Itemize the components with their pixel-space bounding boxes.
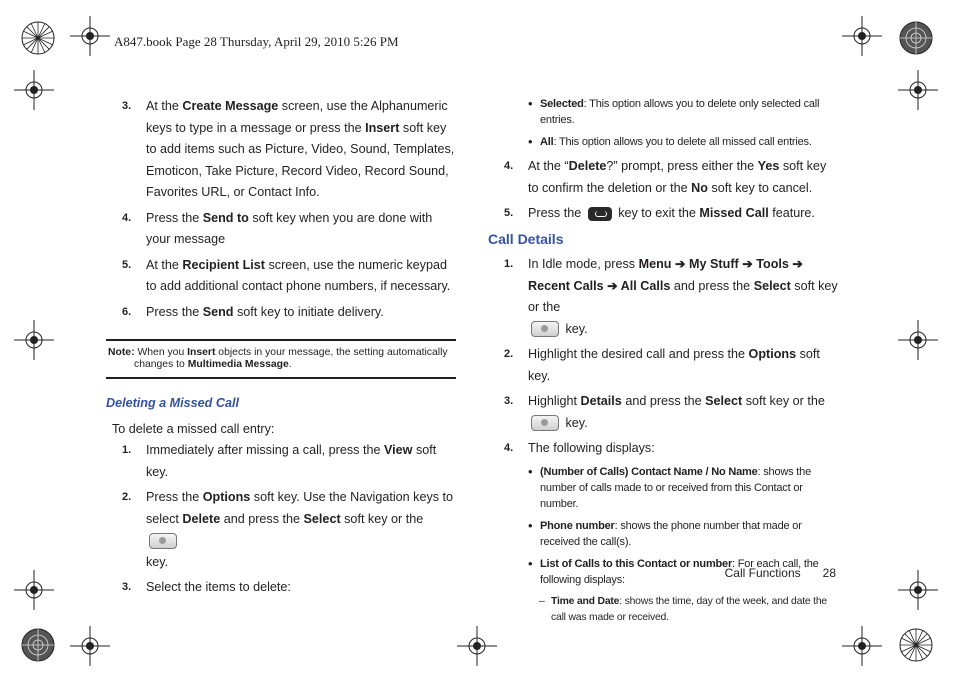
page-footer <box>725 566 836 580</box>
dash-icon: – <box>539 595 545 607</box>
list-item: – Time and Date: shows the time, day of the week, and date the call was made or received. <box>539 595 828 623</box>
list-item: 3. Highlight Details and press the Select soft key or the key. <box>504 394 825 430</box>
print-header: A847.book Page 28 Thursday, April 29, 2010 5:26 PM <box>114 34 399 49</box>
bullet-icon: • <box>528 555 533 571</box>
center-select-key-icon <box>531 415 559 431</box>
left-column <box>106 96 456 603</box>
list-item: 2. Highlight the desired call and press the Options soft key. <box>504 347 820 383</box>
section-heading-call-details: Call Details <box>488 230 564 247</box>
list-item: 4. The following displays: <box>504 441 655 455</box>
footer-section-name: Call Functions <box>724 566 801 580</box>
list-item: 4. At the “Delete?” prompt, press either the Yes soft key to confirm the deletion or the No soft key to cancel. <box>504 159 827 195</box>
crosshair-registration-icon <box>898 320 938 360</box>
bullet-icon: • <box>528 134 533 149</box>
intro-text: To delete a missed call entry: <box>112 421 275 436</box>
list-item: • Phone number: shows the phone number that made or received the call(s). <box>528 517 802 548</box>
page-number: 28 <box>822 566 836 580</box>
bottom-left-starburst-icon <box>20 627 56 663</box>
end-call-key-icon <box>588 207 612 221</box>
note-box: Note: When you Insert objects in your message, the setting automatically changes to Multimedia Message. <box>106 339 456 379</box>
bullet-icon: • <box>528 517 533 533</box>
list-item: 1. In Idle mode, press Menu ➔ My Stuff ➔ Tools ➔ Recent Calls ➔ All Calls and press the Select soft key or the key. <box>504 257 838 336</box>
list-item: 5. Press the key to exit the Missed Call feature. <box>504 206 815 220</box>
crosshair-registration-icon <box>842 16 882 56</box>
list-item: 1. Immediately after missing a call, press the View soft key. <box>122 443 437 479</box>
center-select-key-icon <box>149 533 177 549</box>
list-item: 2. Press the Options soft key. Use the Navigation keys to select Delete and press the Select soft key or the key. <box>122 490 454 569</box>
list-item: 5. At the Recipient List screen, use the numeric keypad to add additional contact phone numbers, if necessary. <box>122 257 451 293</box>
list-item: 4. Press the Send to soft key when you are done with your message <box>122 210 433 246</box>
list-item: • List of Calls to this Contact or number: For each call, the following displays: <box>528 555 819 586</box>
list-item: 6. Press the Send soft key to initiate delivery. <box>122 304 384 319</box>
bullet-icon: • <box>528 463 533 479</box>
crosshair-registration-icon <box>14 320 54 360</box>
list-item: • All: This option allows you to delete all missed call entries. <box>528 134 812 149</box>
crosshair-registration-icon <box>898 70 938 110</box>
crosshair-registration-icon <box>457 626 497 666</box>
crosshair-registration-icon <box>842 626 882 666</box>
center-select-key-icon <box>531 321 559 337</box>
crosshair-registration-icon <box>14 570 54 610</box>
note-label: Note: <box>108 347 135 358</box>
top-right-starburst-icon <box>898 20 934 56</box>
list-item: • Selected: This option allows you to delete only selected call entries. <box>528 96 820 126</box>
top-left-starburst-icon <box>20 20 56 56</box>
crosshair-registration-icon <box>898 570 938 610</box>
bullet-icon: • <box>528 96 533 111</box>
section-heading-deleting-missed-call: Deleting a Missed Call <box>106 396 239 410</box>
list-item: 3. At the Create Message screen, use the Alphanumeric keys to type in a message or press the Insert soft key to add items such as Picture, Video, Sound, Templates, Emoticon, Take Picture, Record Video, Record Sound, Favorites URL, or Contact Info. <box>122 99 455 199</box>
list-item: • (Number of Calls) Contact Name / No Name: shows the number of calls made to or received from this Contact or number. <box>528 463 811 510</box>
bottom-right-starburst-icon <box>898 627 934 663</box>
crosshair-registration-icon <box>70 626 110 666</box>
crosshair-registration-icon <box>14 70 54 110</box>
message-steps-list <box>106 96 456 323</box>
list-item: 3. Select the items to delete: <box>122 580 291 594</box>
crosshair-registration-icon <box>70 16 110 56</box>
right-column <box>488 96 838 626</box>
